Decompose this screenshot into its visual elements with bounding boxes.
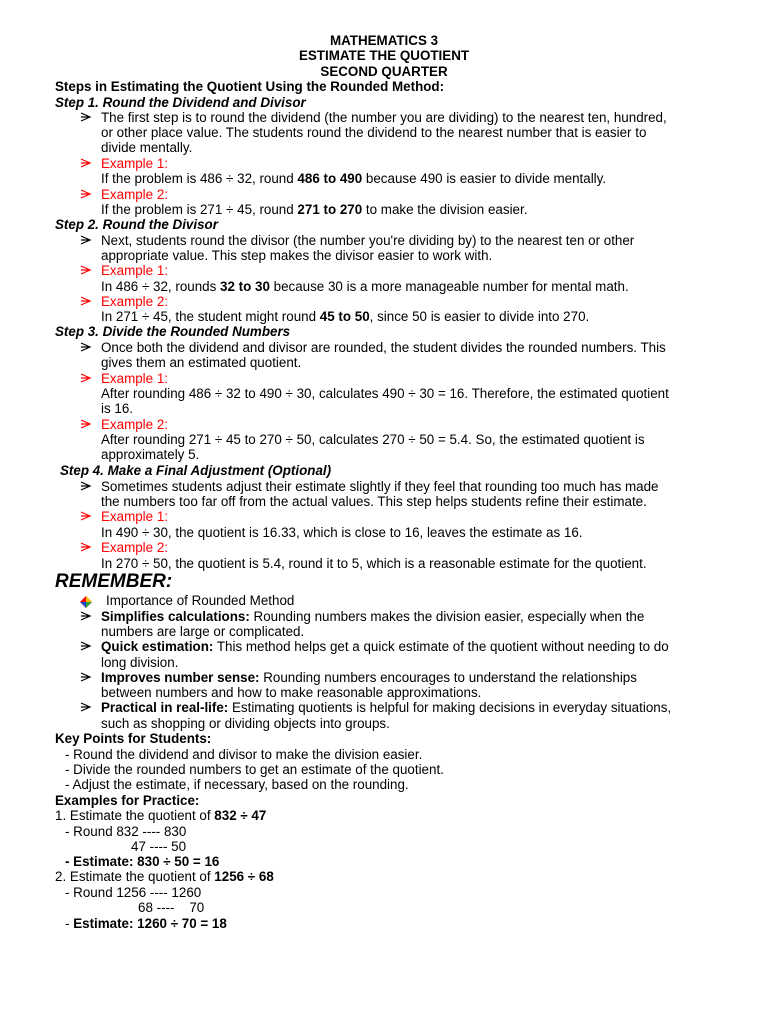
arrow-bullet-icon [80,541,92,553]
example-label: Example 1: [101,156,168,171]
step1-bullet-line: divide mentally. [101,140,193,155]
intro-heading: Steps in Estimating the Quotient Using the Rounded Method: [55,79,445,94]
step1-bullet-line: or other place value. The students round the dividend to the nearest number that is easier to [101,125,647,140]
arrow-bullet-icon [80,701,92,713]
arrow-bullet-icon [80,671,92,683]
key-point: - Divide the rounded numbers to get an estimate of the quotient. [65,762,444,777]
arrow-bullet-icon [80,234,92,246]
step3-bullet-line: gives them an estimated quotient. [101,355,302,370]
importance-bullet: Improves number sense: Rounding numbers encourages to understand the relationships [101,670,637,685]
step1-bullet-line: The first step is to round the dividend (the number you are dividing) to the nearest ten, hundred, [101,110,667,125]
step4-bullet-line: Sometimes students adjust their estimate slightly if they feel that rounding too much has made [101,479,659,494]
example-label: Example 1: [101,263,168,278]
step4-bullet-line: the numbers too far off from the actual values. This step helps students refine their estimate. [101,494,647,509]
example-text: In 271 ÷ 45, the student might round 45 to 50, since 50 is easier to divide into 270. [101,309,590,324]
practice-rounding: 68 ---- 70 [138,900,205,915]
arrow-bullet-icon [80,610,92,622]
step1-heading: Step 1. Round the Dividend and Divisor [55,95,306,110]
example-text: After rounding 486 ÷ 32 to 490 ÷ 30, calculates 490 ÷ 30 = 16. Therefore, the estimated quotient [101,386,669,401]
example-text: In 490 ÷ 30, the quotient is 16.33, which is close to 16, leaves the estimate as 16. [101,525,583,540]
importance-bullet: numbers are large or complicated. [101,624,305,639]
practice-rounding: - Round 1256 ---- 1260 [65,885,202,900]
example-label: Example 2: [101,187,168,202]
arrow-bullet-icon [80,341,92,353]
step3-heading: Step 3. Divide the Rounded Numbers [55,324,291,339]
arrow-bullet-icon [80,295,92,307]
practice-estimate: - Estimate: 830 ÷ 50 = 16 [65,854,220,869]
importance-label: Importance of Rounded Method [106,593,295,608]
step4-heading: Step 4. Make a Final Adjustment (Optional) [60,463,332,478]
importance-bullet: such as shopping or dividing objects into groups. [101,716,390,731]
step2-bullet-line: appropriate value. This step makes the divisor easier to work with. [101,248,493,263]
step2-bullet-line: Next, students round the divisor (the number you're dividing by) to the nearest ten or other [101,233,635,248]
example-text: If the problem is 271 ÷ 45, round 271 to 270 to make the division easier. [101,202,528,217]
step3-bullet-line: Once both the dividend and divisor are rounded, the student divides the rounded numbers. This [101,340,666,355]
example-label: Example 2: [101,294,168,309]
arrow-bullet-icon [80,157,92,169]
example-label: Example 1: [101,371,168,386]
key-point: - Round the dividend and divisor to make the division easier. [65,747,423,762]
arrow-bullet-icon [80,418,92,430]
arrow-bullet-icon [80,640,92,652]
arrow-bullet-icon [80,372,92,384]
importance-bullet: between numbers and how to make reasonable approximations. [101,685,482,700]
arrow-bullet-icon [80,264,92,276]
importance-bullet: Simplifies calculations: Rounding numbers makes the division easier, especially when the [101,609,645,624]
importance-bullet: Practical in real-life: Estimating quotients is helpful for making decisions in everyday situations, [101,700,672,715]
example-label: Example 2: [101,540,168,555]
example-text: If the problem is 486 ÷ 32, round 486 to 490 because 490 is easier to divide mentally. [101,171,607,186]
example-text: In 486 ÷ 32, rounds 32 to 30 because 30 is a more manageable number for mental math. [101,279,629,294]
practice-rounding: 47 ---- 50 [131,839,187,854]
importance-bullet: Quick estimation: This method helps get a quick estimate of the quotient without needing to do [101,639,669,654]
example-text: approximately 5. [101,447,200,462]
topic-title: ESTIMATE THE QUOTIENT [298,48,470,63]
practice-estimate: - Estimate: 1260 ÷ 70 = 18 [65,916,227,931]
arrow-bullet-icon [80,480,92,492]
example-label: Example 2: [101,417,168,432]
importance-bullet: long division. [101,655,179,670]
colorful-diamond-bullet-icon [80,596,92,608]
example-label: Example 1: [101,509,168,524]
remember-title: REMEMBER: [55,571,173,592]
example-text: is 16. [101,401,134,416]
practice-question: 2. Estimate the quotient of 1256 ÷ 68 [55,869,274,884]
practice-question: 1. Estimate the quotient of 832 ÷ 47 [55,808,267,823]
quarter-title: SECOND QUARTER [320,64,448,79]
key-points-title: Key Points for Students: [55,731,212,746]
arrow-bullet-icon [80,188,92,200]
key-point: - Adjust the estimate, if necessary, based on the rounding. [65,777,409,792]
practice-rounding: - Round 832 ---- 830 [65,824,187,839]
example-text: After rounding 271 ÷ 45 to 270 ÷ 50, calculates 270 ÷ 50 = 5.4. So, the estimated quotient is [101,432,645,447]
step2-heading: Step 2. Round the Divisor [55,217,218,232]
example-text: In 270 ÷ 50, the quotient is 5.4, round it to 5, which is a reasonable estimate for the quotient. [101,556,647,571]
practice-title: Examples for Practice: [55,793,200,808]
subject-title: MATHEMATICS 3 [329,33,439,48]
arrow-bullet-icon [80,111,92,123]
arrow-bullet-icon [80,510,92,522]
